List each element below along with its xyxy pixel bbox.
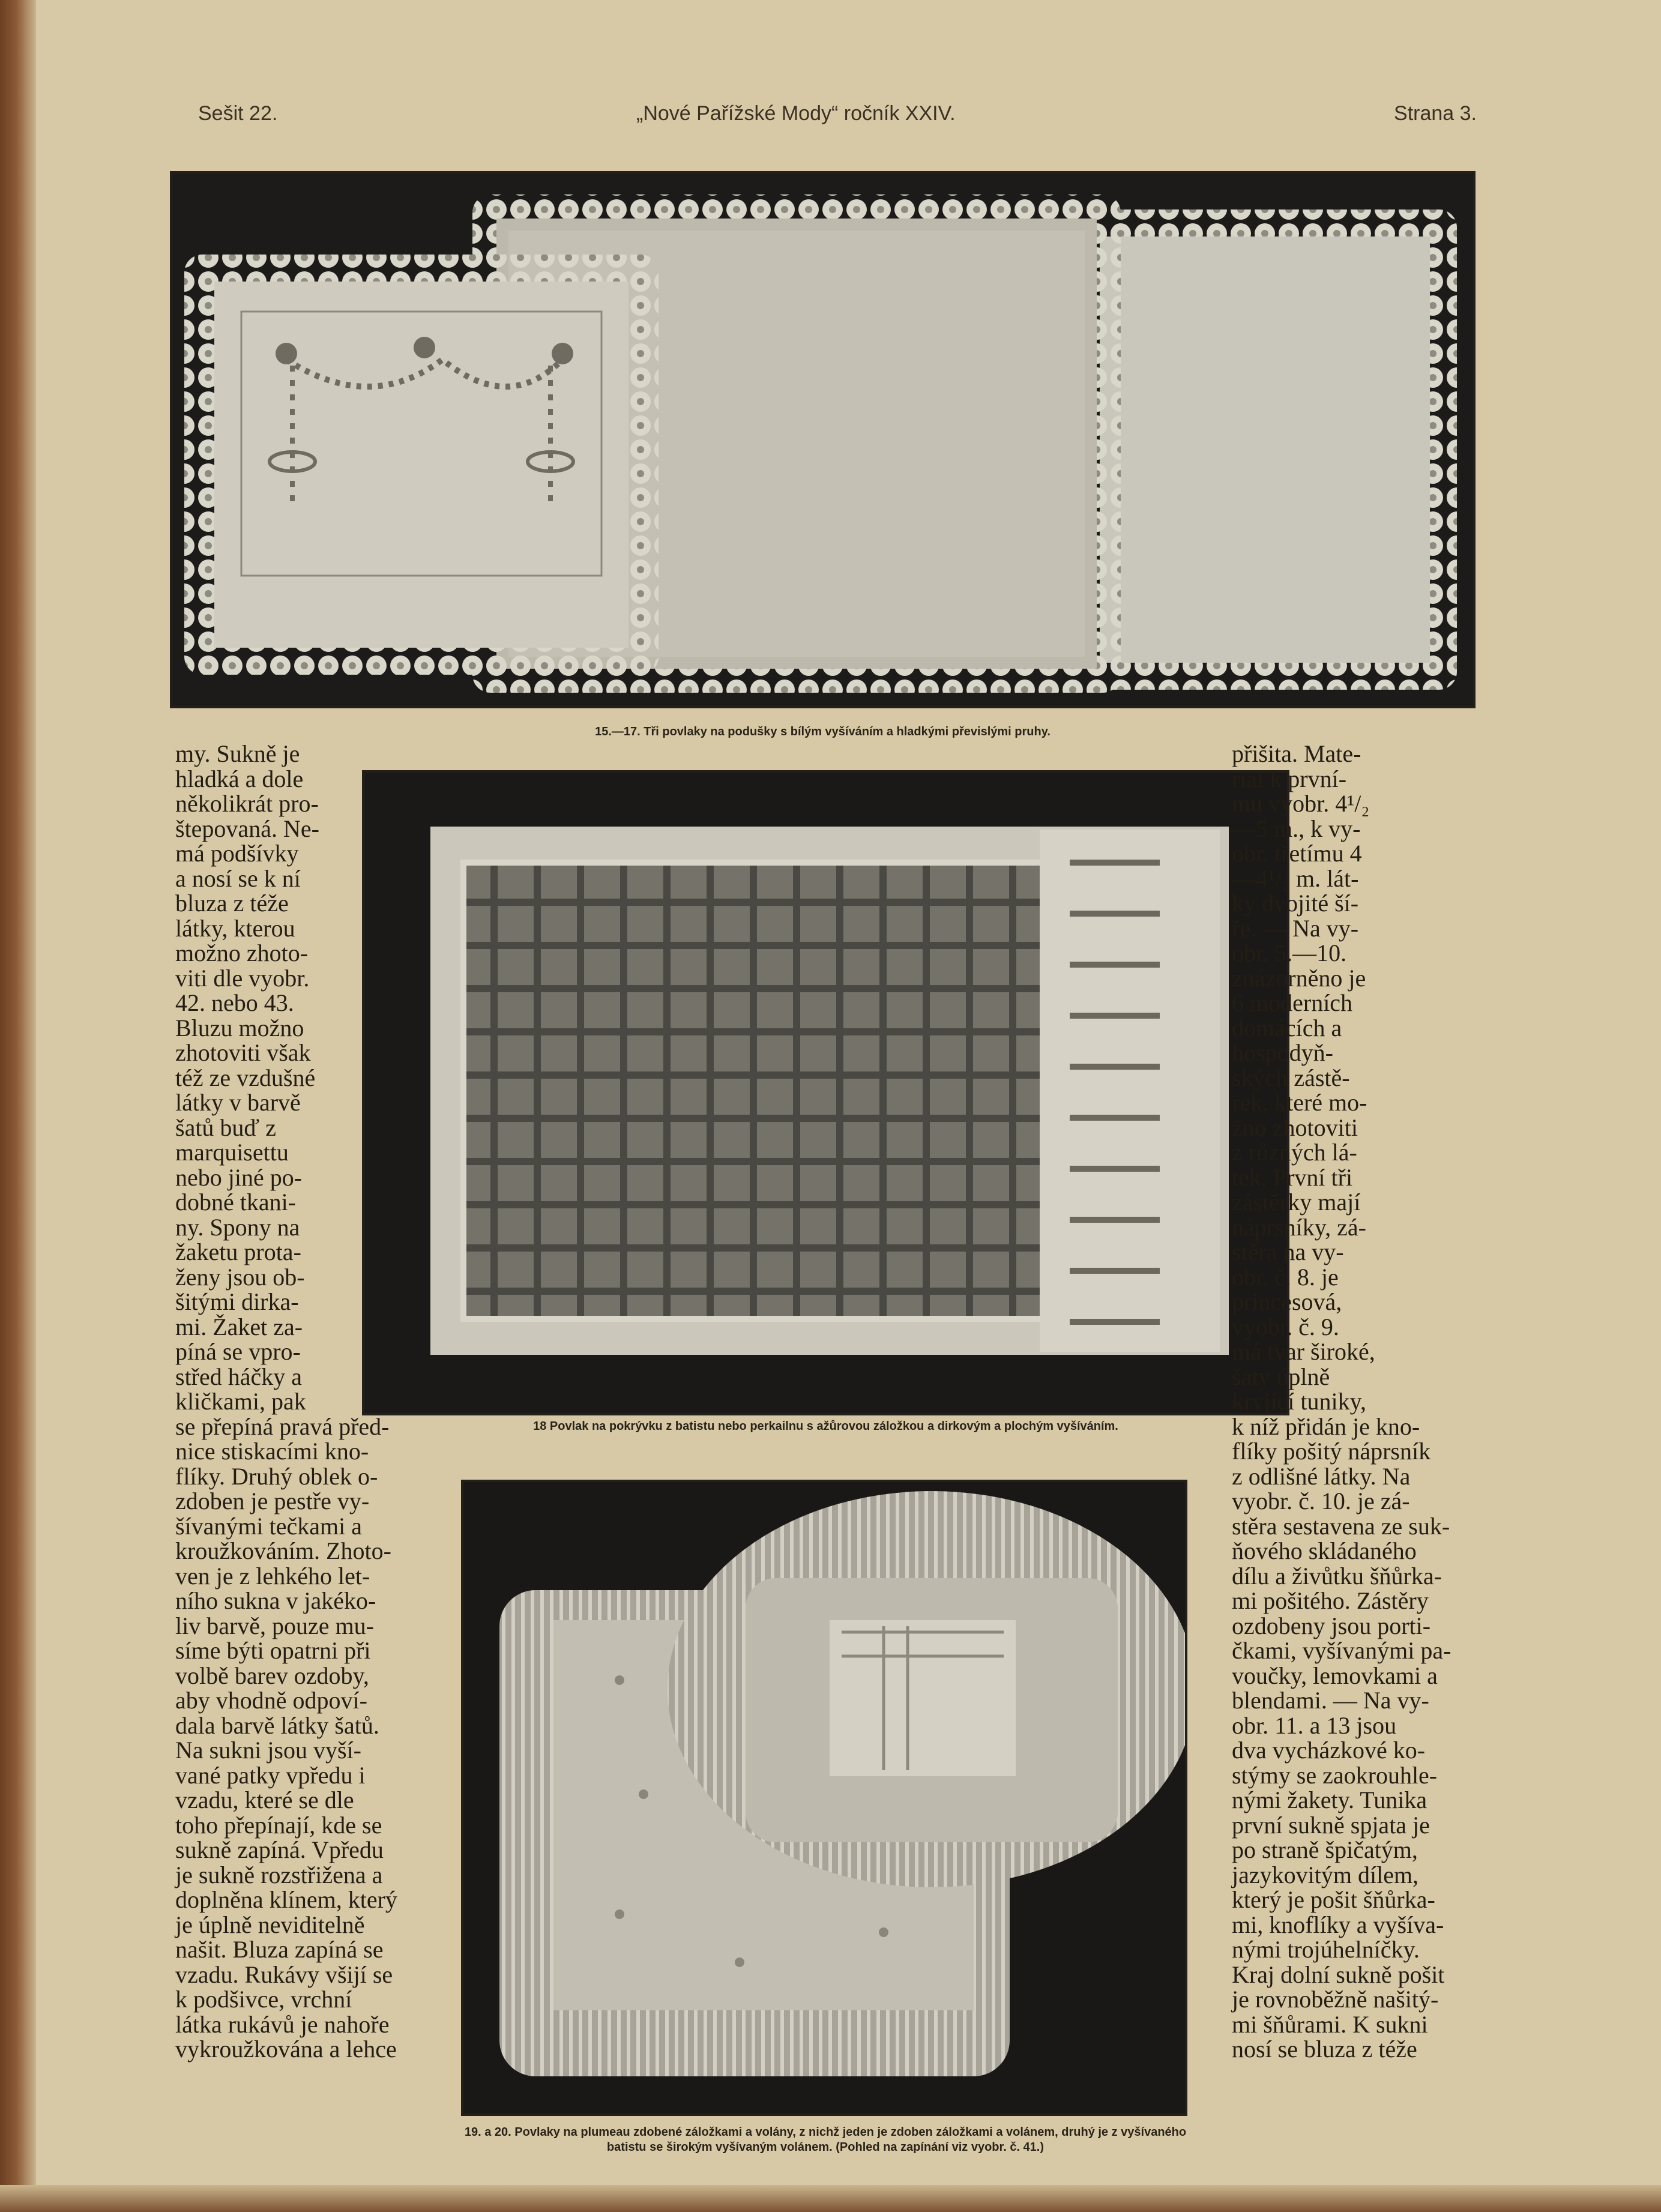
text-line: je rovnoběžně našitý- [1232,1986,1439,2013]
text-line: rek, které mo- [1232,1089,1367,1116]
text-line: nosí se bluza z téže [1232,2036,1417,2063]
text-line: z odlišné látky. Na [1232,1462,1411,1490]
text-line: domácích a [1232,1014,1342,1041]
text-line: náprsníky, zá- [1232,1213,1366,1241]
text-line: my. Sukně je [175,740,300,767]
text-line: zhotoviti však [175,1039,311,1066]
text-line: ny. Spony na [175,1213,300,1241]
text-line: první sukně spjata je [1232,1811,1430,1839]
text-line: mu vyobr. 4¹/₂ [1232,790,1370,817]
text-line: střed háčky a [175,1363,303,1390]
text-line: ře. — Na vy- [1232,914,1359,942]
text-line: přišita. Mate- [1232,740,1361,767]
text-line: vyobr. č. 9. [1232,1313,1339,1340]
text-line: též ze vzdušné [175,1064,316,1091]
duvet-covers-image [463,1482,1185,2114]
figure-duvet-covers [461,1480,1187,2116]
text-line: dva vycházkové ko- [1232,1737,1426,1764]
text-line: sukně zapíná. Vpředu [175,1836,384,1863]
text-line: doplněna klínem, který [175,1886,397,1913]
text-line: zdoben je pestře vy- [175,1487,370,1514]
text-line: riál k první- [1232,765,1347,792]
text-line: nebo jiné po- [175,1163,303,1191]
text-line: obr. 5.—10. [1232,939,1347,966]
text-line: vyobr. č. 10. je zá- [1232,1487,1410,1514]
text-line: stěra na vy- [1232,1238,1344,1265]
text-line: je úplně neviditelně [175,1911,365,1938]
text-line: je sukně rozstřižena a [175,1861,383,1888]
text-line: píná se vpro- [175,1338,301,1365]
text-line: Bluzu možno [175,1014,304,1041]
page-bottom-edge [0,2185,1661,2212]
left-text-column [175,741,439,2062]
figure-caption-18: 18 Povlak na pokrývku z batistu nebo perkailnu s ažůrovou záložkou a dirkovým a plochým vyšíváním. [533,1420,1118,1433]
text-line: z různých lá- [1232,1139,1357,1166]
text-line: nými žakety. Tunika [1232,1786,1427,1813]
text-line: šívanými tečkami a [175,1512,363,1540]
figure-caption-15-17: 15.—17. Tři povlaky na podušky s bílým vyšíváním a hladkými převislými pruhy. [595,725,1051,738]
text-line: hladká a dole [175,765,304,792]
text-line: štepovaná. Ne- [175,815,319,842]
text-line: k níž přidán je kno- [1232,1412,1420,1440]
text-line: volbě barev ozdoby, [175,1662,369,1689]
text-line: ozdobeny jsou porti- [1232,1612,1431,1639]
text-line: mi, knoflíky a vyšíva- [1232,1911,1444,1938]
text-line: dobné tkani- [175,1189,297,1216]
text-line: který je pošit šňůrka- [1232,1886,1435,1913]
text-line: vykroužkována a lehce [175,2036,397,2063]
text-line: bluza z téže [175,890,289,917]
text-line: vzadu, které se dle [175,1786,354,1813]
text-line: princesová, [1232,1288,1342,1315]
quilt-cover-image [364,773,1287,1413]
text-line: zástěrky mají [1232,1189,1361,1216]
text-line: stěra sestavena ze suk- [1232,1512,1450,1540]
magazine-title: „Nové Pařížské Mody“ ročník XXIV. [636,102,956,125]
text-line: flíky pošitý náprsník [1232,1438,1431,1465]
text-line: kroužkováním. Zhoto- [175,1537,391,1564]
text-line: voučky, lemovkami a [1232,1662,1438,1689]
text-line: znázorněno je [1232,964,1366,992]
text-line: viti dle vyobr. [175,964,310,992]
text-line: nice stiskacími kno- [175,1438,369,1465]
text-line: vzadu. Rukávy všijí se [175,1960,393,1988]
text-line: Na sukni jsou vyší- [175,1737,361,1764]
text-line: ňového skládaného [1232,1537,1417,1564]
pillow-cases-image [172,173,1473,706]
text-line: po straně špičatým, [1232,1836,1418,1863]
text-line: Kraj dolní sukně pošit [1232,1960,1445,1988]
text-line: šaty úplně [1232,1363,1330,1390]
text-line: aby vhodně odpoví- [175,1687,367,1714]
text-line: a nosí se k ní [175,864,301,892]
text-line: se přepíná pravá před- [175,1412,390,1440]
text-line: liv barvě, pouze mu- [175,1612,374,1639]
text-line: ního sukna v jakéko- [175,1587,376,1614]
figure-quilt-cover [362,770,1289,1415]
text-line: kryjící tuniky, [1232,1388,1367,1415]
text-line: možno zhoto- [175,939,309,966]
text-line: obr. 11. a 13 jsou [1232,1711,1397,1739]
text-line: žaketu prota- [175,1238,301,1265]
text-line: několikrát pro- [175,790,319,817]
text-line: šitými dirka- [175,1288,299,1315]
text-line: flíky. Druhý oblek o- [175,1462,378,1490]
text-line: mi. Žaket za- [175,1313,303,1340]
text-line: dala barvě látky šatů. [175,1711,379,1739]
text-line: žno zhotoviti [1232,1114,1358,1141]
text-line: síme býti opatrni při [175,1637,371,1664]
page-number: Strana 3. [1394,102,1477,125]
text-line: tek. První tři [1232,1163,1353,1191]
right-text-column [1232,741,1496,2062]
text-line: obr. č. 8. je [1232,1263,1339,1291]
text-line: šatů buď z [175,1114,277,1141]
text-line: kličkami, pak [175,1388,306,1415]
text-line: k podšivce, vrchní [175,1986,352,2013]
text-line: ven je z lehkého let- [175,1562,370,1590]
text-line: stýmy se zaokrouhle- [1232,1761,1438,1789]
figure-pillow-cases [170,171,1476,708]
text-line: látka rukávů je nahoře [175,2010,390,2038]
text-line: ky dvojité ší- [1232,890,1359,917]
text-line: 6 moderních [1232,989,1353,1016]
text-line: hospodyň- [1232,1039,1333,1066]
text-line: toho přepínají, kde se [175,1811,382,1839]
text-line: látky v barvě [175,1089,301,1116]
text-line: našit. Bluza zapíná se [175,1936,384,1963]
text-line: blendami. — Na vy- [1232,1687,1429,1714]
text-line: mi šňůrami. K sukni [1232,2010,1428,2038]
text-line: čkami, vyšívanými pa- [1232,1637,1451,1664]
figure-caption-19-20: 19. a 20. Povlaky na plumeau zdobené záložkami a volány, z nichž jeden je zdoben záložkami a volánem, druhý je z vyšívaného batistu se širokým vyšívaným volánem. (Pohled na zapínání viz vyobr. č. 41.) [464,2126,1187,2154]
text-line: —5 m., k vy- [1232,815,1361,842]
issue-number: Sešit 22. [198,102,278,125]
text-line: nými trojúhelníčky. [1232,1936,1420,1963]
text-line: má podšívky [175,840,299,867]
running-header [198,102,1477,138]
text-line: dílu a živůtku šňůrka- [1232,1562,1442,1590]
text-line: ženy jsou ob- [175,1263,305,1291]
text-line: mi pošitého. Zástěry [1232,1587,1429,1614]
text-line: jazykovitým dílem, [1232,1861,1419,1888]
text-line: 42. nebo 43. [175,989,294,1016]
text-line: obr. třetímu 4 [1232,840,1362,867]
text-line: vané patky vpředu i [175,1761,366,1789]
text-line: látky, kterou [175,914,295,942]
text-line: ských zástě- [1232,1064,1350,1091]
text-line: —4¹/₂ m. lát- [1232,864,1359,892]
text-line: má tvar široké, [1232,1338,1375,1365]
text-line: marquisettu [175,1139,289,1166]
page-binding-edge [0,0,36,2212]
